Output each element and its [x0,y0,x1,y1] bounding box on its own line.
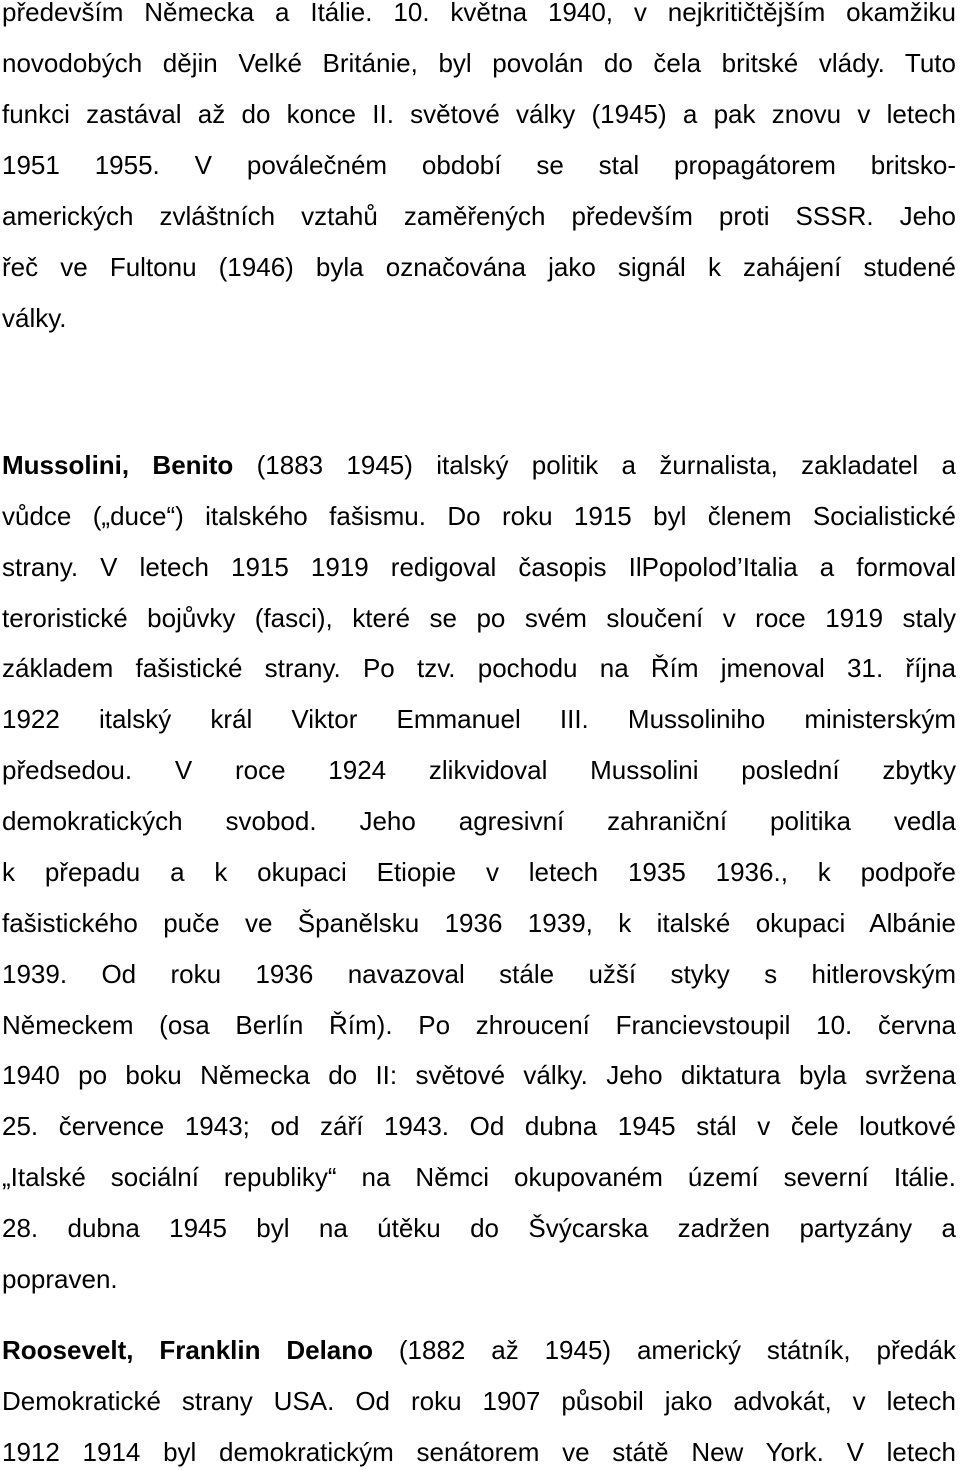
text-line [2,906,956,940]
text-line [2,448,956,482]
text-segment: předsedou. V roce 1924 zlikvidoval Mussolini poslední zbytky [2,755,956,785]
text-segment: Demokratické strany USA. Od roku 1907 působil jako advokát, v letech [2,1386,956,1416]
text-line [2,1262,956,1296]
text-segment: novodobých dějin Velké Británie, byl povolán do čela britské vlády. Tuto [2,48,956,78]
text-line [2,550,956,584]
text-segment: funkci zastával až do konce II. světové války (1945) a pak znovu v letech [2,99,956,129]
text-segment: 1939. Od roku 1936 navazoval stále užší styky s hitlerovským [2,959,956,989]
text-line [2,855,956,889]
text-segment: vůdce („duce“) italského fašismu. Do roku 1915 byl členem Socialistické [2,501,956,531]
text-segment: k přepadu a k okupaci Etiopie v letech 1935 1936., k podpoře [2,857,956,887]
text-segment: teroristické bojůvky (fasci), které se po svém sloučení v roce 1919 staly [2,603,956,633]
text-line [2,1384,956,1418]
text-line [2,804,956,838]
text-segment: řeč ve Fultonu (1946) byla označována jako signál k zahájení studené [2,252,956,282]
text-line [2,301,956,335]
text-segment: 28. dubna 1945 byl na útěku do Švýcarska zadržen partyzány a [2,1213,956,1243]
text-line [2,46,956,80]
text-line [2,97,956,131]
text-line [2,1211,956,1245]
text-segment: války. [2,303,67,333]
text-segment: především Německa a Itálie. 10. května 1940, v nejkritičtějším okamžiku [2,0,956,27]
text-segment: (1882 až 1945) americký státník, předák [373,1335,956,1365]
text-line [2,702,956,736]
text-line [2,601,956,635]
text-segment: Německem (osa Berlín Řím). Po zhroucení Francievstoupil 10. června [2,1010,956,1040]
text-line [2,1058,956,1092]
text-segment: demokratických svobod. Jeho agresivní zahraniční politika vedla [2,806,956,836]
text-segment: 1922 italský král Viktor Emmanuel III. Mussoliniho ministerským [2,704,956,734]
text-segment: 1912 1914 byl demokratickým senátorem ve státě New York. V letech [2,1437,956,1467]
text-line [2,1008,956,1042]
text-segment: 1940 po boku Německa do II: světové války. Jeho diktatura byla svržena [2,1060,956,1090]
text-line [2,753,956,787]
text-line [2,1109,956,1143]
text-line [2,199,956,233]
text-line [2,250,956,284]
text-segment: amerických zvláštních vztahů zaměřených především proti SSSR. Jeho [2,201,956,231]
text-line [2,957,956,991]
text-segment: „Italské sociální republiky“ na Němci okupovaném území severní Itálie. [2,1162,956,1192]
text-line [2,1435,956,1469]
entry-heading: Mussolini, Benito [2,450,234,480]
entry-heading: Roosevelt, Franklin Delano [2,1335,374,1365]
text-line [2,148,956,182]
text-line [2,1160,956,1194]
text-segment: popraven. [2,1264,118,1294]
text-segment: 25. července 1943; od září 1943. Od dubna 1945 stál v čele loutkové [2,1111,956,1141]
text-line [2,0,956,29]
text-segment: (1883 1945) italský politik a žurnalista, zakladatel a [233,450,956,480]
text-line [2,651,956,685]
text-segment: fašistického puče ve Španělsku 1936 1939, k italské okupaci Albánie [2,908,956,938]
text-segment: strany. V letech 1915 1919 redigoval časopis IlPopolod’Italia a formoval [2,552,956,582]
text-segment: 1951 1955. V poválečném období se stal propagátorem britsko- [2,150,956,180]
text-segment: základem fašistické strany. Po tzv. pochodu na Řím jmenoval 31. října [2,653,956,683]
text-line [2,499,956,533]
text-line [2,1333,956,1367]
